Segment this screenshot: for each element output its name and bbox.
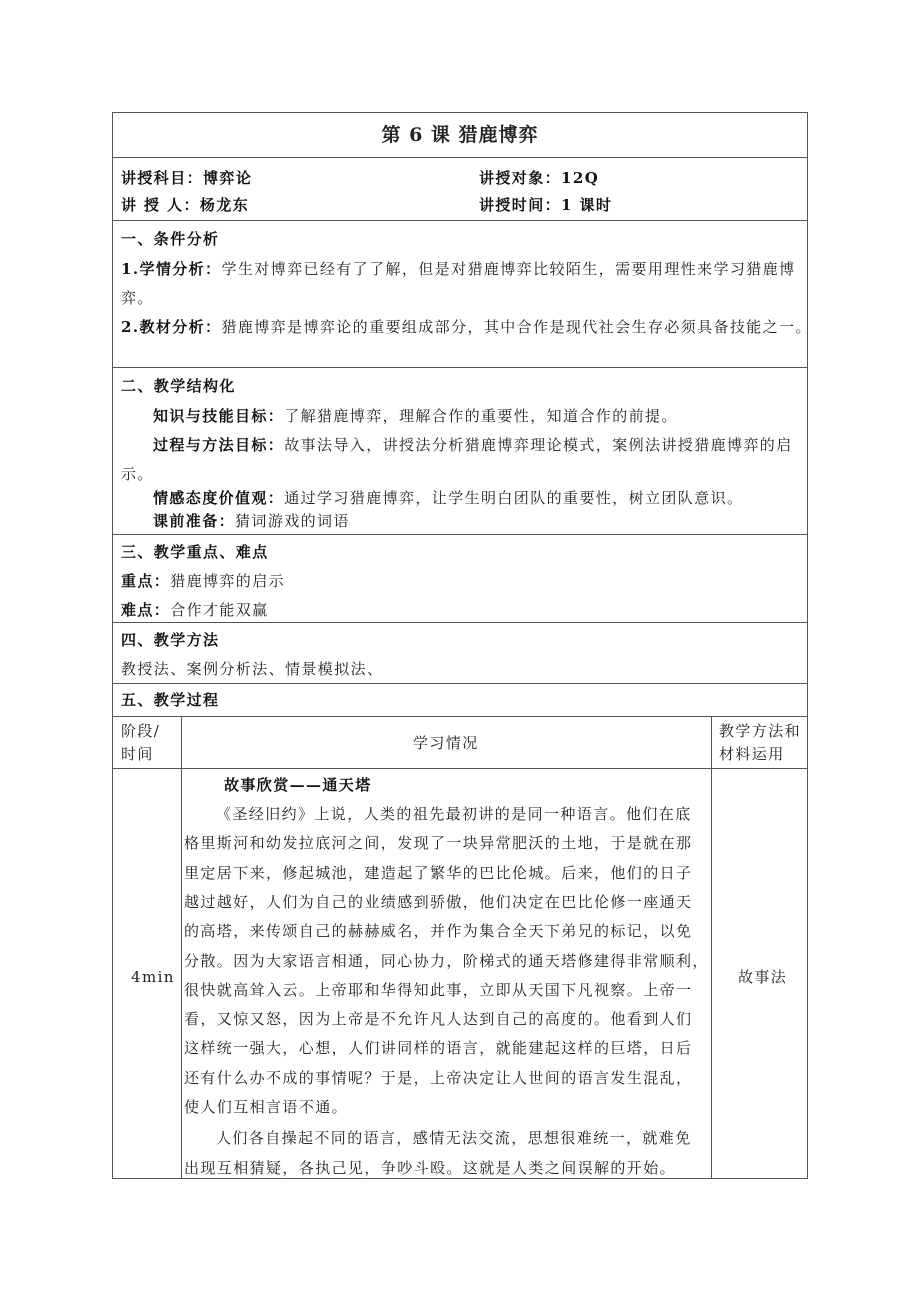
info-row — [113, 158, 807, 221]
section-structure — [113, 368, 807, 535]
story-line: 格里斯河和幼发拉底河之间，发现了一块异常肥沃的土地，于是就在那 — [184, 834, 693, 853]
key-point: 重点：猎鹿博弈的启示 — [121, 572, 286, 590]
page-title: 第 6 课 猎鹿博弈 — [381, 124, 539, 146]
col-stage-header: 阶段/ — [121, 722, 161, 740]
section-key-points — [113, 535, 807, 623]
section-heading: 五、教学过程 — [121, 691, 220, 709]
teacher-field: 讲 授 人：杨龙东 — [121, 196, 250, 214]
process-header-row — [113, 717, 807, 769]
section-heading: 四、教学方法 — [121, 631, 220, 649]
story-line: 里定居下来，修起城池，建造起了繁华的巴比伦城。后来，他们的日子 — [184, 863, 693, 882]
lesson-plan-table — [112, 112, 812, 1179]
story-line: 人们各自操起不同的语言，感情无法交流，思想很难统一，就难免 — [216, 1129, 692, 1148]
method-text: 故事法 — [738, 968, 788, 986]
story-line: 越过越好，人们为自己的业绩感到骄傲，他们决定在巴比伦修一座通天 — [184, 892, 693, 911]
story-line: 看，又惊又怒，因为上帝是不允许凡人达到自己的高度的。他看到人们 — [184, 1010, 693, 1029]
col-learning-header: 学习情况 — [413, 734, 479, 752]
story-line: 出现互相猜疑，各执己见，争吵斗殴。这就是人类之间误解的开始。 — [184, 1158, 677, 1177]
student-analysis: 1.学情分析：学生对博弈已经有了了解，但是对猎鹿博弈比较陌生，需要用理性来学习猎鹿博 — [121, 260, 796, 278]
section-methods — [113, 623, 807, 684]
student-analysis-cont: 弈。 — [121, 289, 154, 307]
story-line: 的高塔，来传颂自己的赫赫威名，并作为集合全天下弟兄的标记，以免 — [184, 922, 693, 941]
difficult-point: 难点：合作才能双赢 — [121, 601, 269, 619]
methods-text: 教授法、案例分析法、情景模拟法、 — [121, 660, 384, 678]
story-line: 这样统一强大，心想，人们讲同样的语言，就能建起这样的巨塔，日后 — [184, 1039, 693, 1058]
process-body-row — [113, 769, 807, 1178]
subject-field: 讲授科目：博弈论 — [121, 169, 253, 187]
section-heading: 一、条件分析 — [121, 230, 220, 248]
title-row — [113, 113, 807, 158]
story-line: 使人们互相言语不通。 — [184, 1098, 349, 1116]
emotion-goal: 情感态度价值观：通过学习猎鹿博弈，让学生明白团队的重要性，树立团队意识。 — [153, 489, 744, 507]
time-field: 讲授时间：1 课时 — [479, 196, 613, 214]
col-method-header-cont: 材料运用 — [719, 745, 785, 763]
section-heading: 三、教学重点、难点 — [121, 543, 269, 561]
story-line: 很快就高耸入云。上帝耶和华得知此事，立即从天国下凡视察。上帝一 — [184, 980, 693, 999]
target-field: 讲授对象：12Q — [479, 169, 600, 187]
col-method-header: 教学方法和 — [719, 722, 802, 740]
material-analysis: 2.教材分析：猎鹿博弈是博弈论的重要组成部分，其中合作是现代社会生存必须具备技能之一。 — [121, 318, 812, 336]
section-heading: 二、教学结构化 — [121, 377, 236, 395]
section-process — [113, 684, 807, 717]
col-stage-header-cont: 时间 — [121, 745, 154, 763]
story-title: 故事欣赏——通天塔 — [224, 776, 372, 794]
story-line: 《圣经旧约》上说，人类的祖先最初讲的是同一种语言。他们在底 — [216, 805, 692, 823]
process-goal: 过程与方法目标：故事法导入，讲授法分析猎鹿博弈理论模式，案例法讲授猎鹿博弈的启 — [153, 436, 793, 454]
knowledge-goal: 知识与技能目标：了解猎鹿博弈，理解合作的重要性，知道合作的前提。 — [153, 407, 678, 425]
preparation: 课前准备：猜词游戏的词语 — [153, 512, 350, 530]
story-line: 还有什么办不成的事情呢？于是，上帝决定让人世间的语言发生混乱， — [184, 1068, 693, 1087]
stage-time: 4min — [131, 968, 175, 986]
process-goal-cont: 示。 — [121, 465, 154, 483]
story-line: 分散。因为大家语言相通，同心协力，阶梯式的通天塔修建得非常顺利， — [184, 951, 709, 970]
section-conditions — [113, 221, 812, 368]
